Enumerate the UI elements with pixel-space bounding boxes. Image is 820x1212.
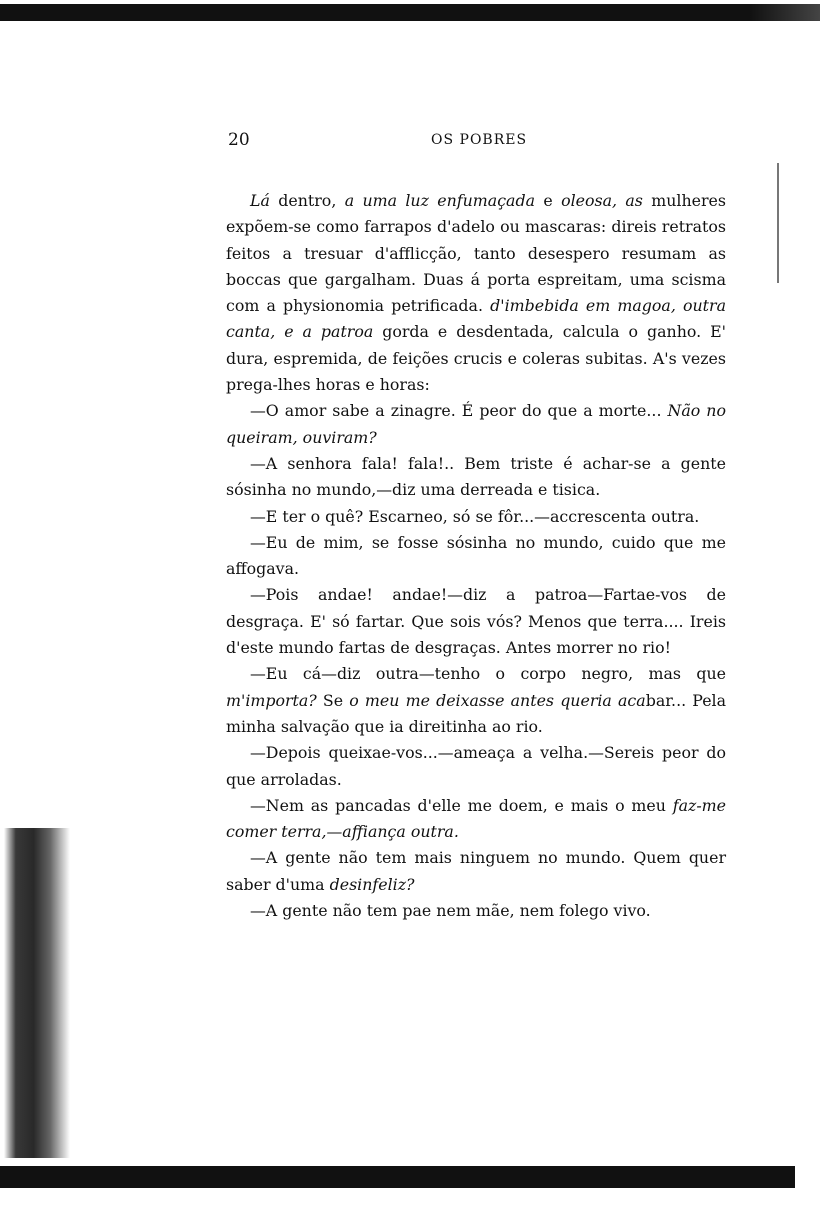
page-header bbox=[226, 130, 726, 156]
text-span: —Nem as pancadas d'elle me doem, e mais o meu bbox=[250, 795, 673, 815]
paragraph-1 bbox=[226, 188, 726, 398]
text-span: —A gente não tem mais ninguem no mundo. Quem quer saber d'uma bbox=[226, 848, 726, 894]
italic-span: a uma luz enfumaçada bbox=[344, 191, 536, 210]
binding-shadow bbox=[4, 828, 70, 1158]
text-span: gorda e desdentada, calcula o ganho. E' dura, espremida, de feições crucis e coleras subitas. A's vezes prega-lhes horas e horas: bbox=[226, 322, 726, 395]
text-span: —O amor sabe a zinagre. É peor do que a morte... bbox=[250, 401, 668, 421]
scan-bottom-border bbox=[0, 1166, 795, 1188]
italic-span: Lá bbox=[250, 191, 270, 210]
italic-span: oleosa, as bbox=[561, 191, 643, 210]
text-span: dentro, bbox=[269, 191, 345, 210]
paragraph-10 bbox=[226, 845, 726, 898]
paragraph-2 bbox=[226, 398, 726, 451]
italic-span: o meu me deixasse antes queria aca bbox=[349, 690, 646, 710]
text-span: Se bbox=[316, 690, 350, 710]
paragraph-5: —Eu de mim, se fosse sósinha no mundo, cuido que me affogava. bbox=[226, 532, 726, 579]
body-text bbox=[226, 188, 726, 924]
paragraph-3: —A senhora fala! fala!.. Bem triste é achar-se a gente sósinha no mundo,—diz uma derreada e tisica. bbox=[226, 453, 726, 500]
paragraph-11: —A gente não tem pae nem mãe, nem folego vivo. bbox=[250, 901, 651, 921]
text-span: mulheres expõem-se como farrapos d'adelo ou mascaras: direis retratos feitos a tresuar d'afflicção, tanto desespero resumam as boccas que gargalham. Duas á porta espreitam, uma scisma com a physionomia petrificada. bbox=[226, 191, 726, 316]
scan-top-border bbox=[0, 4, 820, 21]
italic-span: desinfeliz? bbox=[329, 874, 415, 894]
paragraph-4: —E ter o quê? Escarneo, só se fôr...—accrescenta outra. bbox=[250, 506, 700, 526]
scan-edge-mark bbox=[777, 163, 779, 283]
page-number: 20 bbox=[228, 130, 250, 150]
running-title: OS POBRES bbox=[431, 132, 528, 148]
text-span: e bbox=[535, 191, 562, 210]
italic-span: d'imbebida em magoa, outra canta, e a patroa bbox=[226, 296, 726, 342]
text-span: —Eu cá—diz outra—tenho o corpo negro, mas que bbox=[250, 664, 726, 684]
italic-span: m'importa? bbox=[226, 690, 317, 710]
italic-span: faz-me comer terra,—affiança outra. bbox=[226, 795, 726, 842]
paragraph-6: —Pois andae! andae!—diz a patroa—Fartae-vos de desgraça. E' só fartar. Que sois vós? Menos que terra.... Ireis d'este mundo fartas de desgraças. Antes morrer no rio! bbox=[226, 585, 726, 658]
paragraph-7 bbox=[226, 661, 726, 740]
text-span: bar... Pela minha salvação que ia direitinha ao rio. bbox=[226, 690, 727, 736]
paragraph-8: —Depois queixae-vos...—ameaça a velha.—Sereis peor do que arroladas. bbox=[226, 743, 726, 789]
italic-span: Não no queiram, ouviram? bbox=[226, 401, 726, 447]
paragraph-9 bbox=[226, 793, 726, 846]
